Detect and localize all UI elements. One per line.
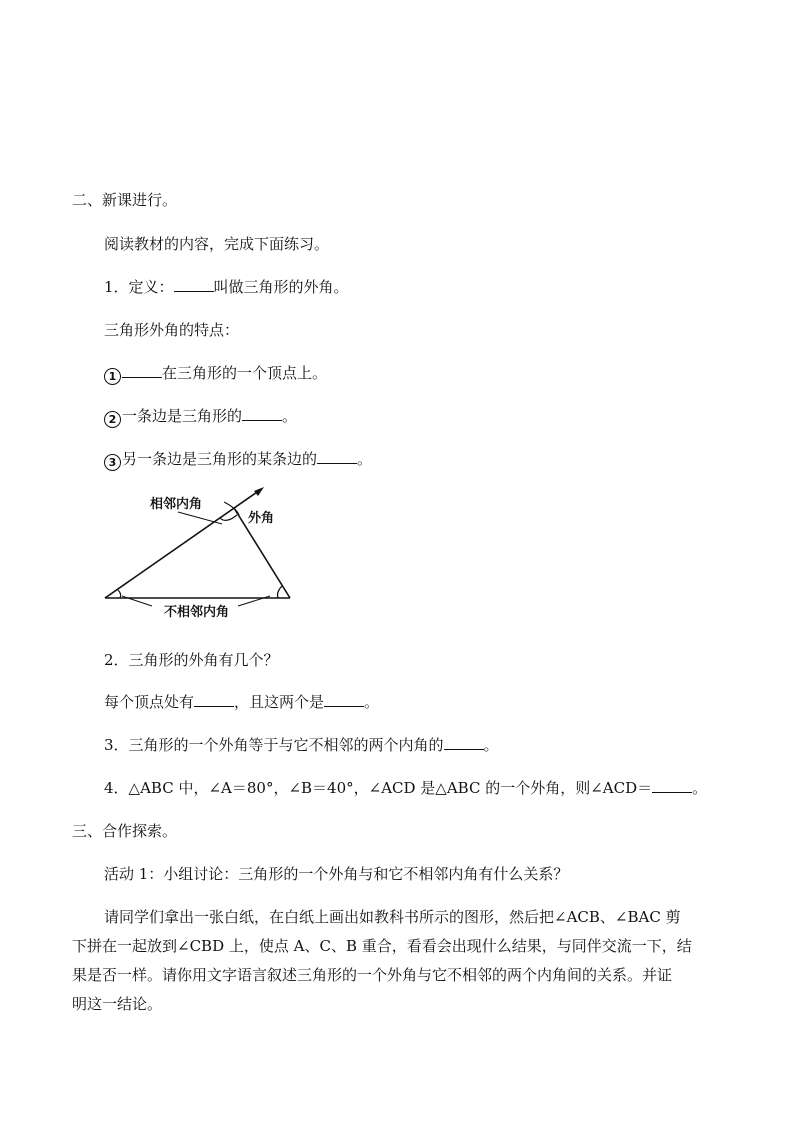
label-adjacent-angle: 相邻内角 xyxy=(150,497,203,512)
label-nonadjacent-angle: 不相邻内角 xyxy=(164,605,230,620)
answer-blank[interactable] xyxy=(174,277,214,292)
paragraph-line-3: 果是否一样。请你用文字语言叙述三角形的一个外角与它不相邻的两个内角间的关系。并证 xyxy=(72,966,673,984)
circled-number: 3 xyxy=(104,454,121,471)
section-3-heading: 三、合作探索。 xyxy=(72,822,178,840)
question-1-suffix: 叫做三角形的外角。 xyxy=(213,278,349,296)
question-4: 4．△ABC 中，∠A＝80°，∠B＝40°，∠ACD 是△ABC 的一个外角，则∠ACD＝ 。 xyxy=(104,779,708,797)
answer-blank[interactable] xyxy=(444,735,484,750)
circled-number: 2 xyxy=(104,411,121,428)
question-2-answer: 每个顶点处有 ，且这两个是 。 xyxy=(104,693,380,711)
adjacent-label-leader xyxy=(178,512,222,524)
section-2-heading: 二、新课进行。 xyxy=(72,191,178,209)
feature-item-1: 1 在三角形的一个顶点上。 xyxy=(104,363,327,385)
paragraph-line-2: 下拼在一起放到∠CBD 上，使点 A、C、B 重合，看看会出现什么结果，与同伴交流一下，结 xyxy=(72,937,692,955)
feature-item-2: 2 一条边是三角形的 。 xyxy=(104,406,297,428)
triangle-exterior-angle-figure xyxy=(100,482,300,622)
question-3: 3．三角形的一个外角等于与它不相邻的两个内角的 。 xyxy=(104,736,499,754)
label-exterior-angle: 外角 xyxy=(248,511,275,526)
question-2: 2．三角形的外角有几个？ xyxy=(104,651,279,669)
feature-item-3: 3 另一条边是三角形的某条边的 。 xyxy=(104,449,372,471)
answer-blank[interactable] xyxy=(242,406,282,421)
features-title: 三角形外角的特点： xyxy=(104,321,240,339)
paragraph-line-1: 请同学们拿出一张白纸，在白纸上画出如教科书所示的图形，然后把∠ACB、∠BAC 剪 xyxy=(104,908,681,926)
circled-number: 1 xyxy=(104,368,121,385)
question-1 xyxy=(104,277,349,297)
answer-blank[interactable] xyxy=(652,778,692,793)
answer-blank[interactable] xyxy=(194,692,234,707)
answer-blank[interactable] xyxy=(317,449,357,464)
activity-title: 活动 1：小组讨论：三角形的一个外角与和它不相邻内角有什么关系？ xyxy=(104,865,569,883)
intro-text: 阅读教材的内容，完成下面练习。 xyxy=(104,235,330,253)
paragraph-line-4: 明这一结论。 xyxy=(72,995,163,1013)
left-angle-arc xyxy=(118,590,121,598)
right-angle-arc xyxy=(278,586,283,598)
answer-blank[interactable] xyxy=(324,692,364,707)
answer-blank[interactable] xyxy=(122,363,162,378)
question-1-prefix: 1．定义： xyxy=(104,278,174,296)
arrow-head xyxy=(254,487,264,496)
